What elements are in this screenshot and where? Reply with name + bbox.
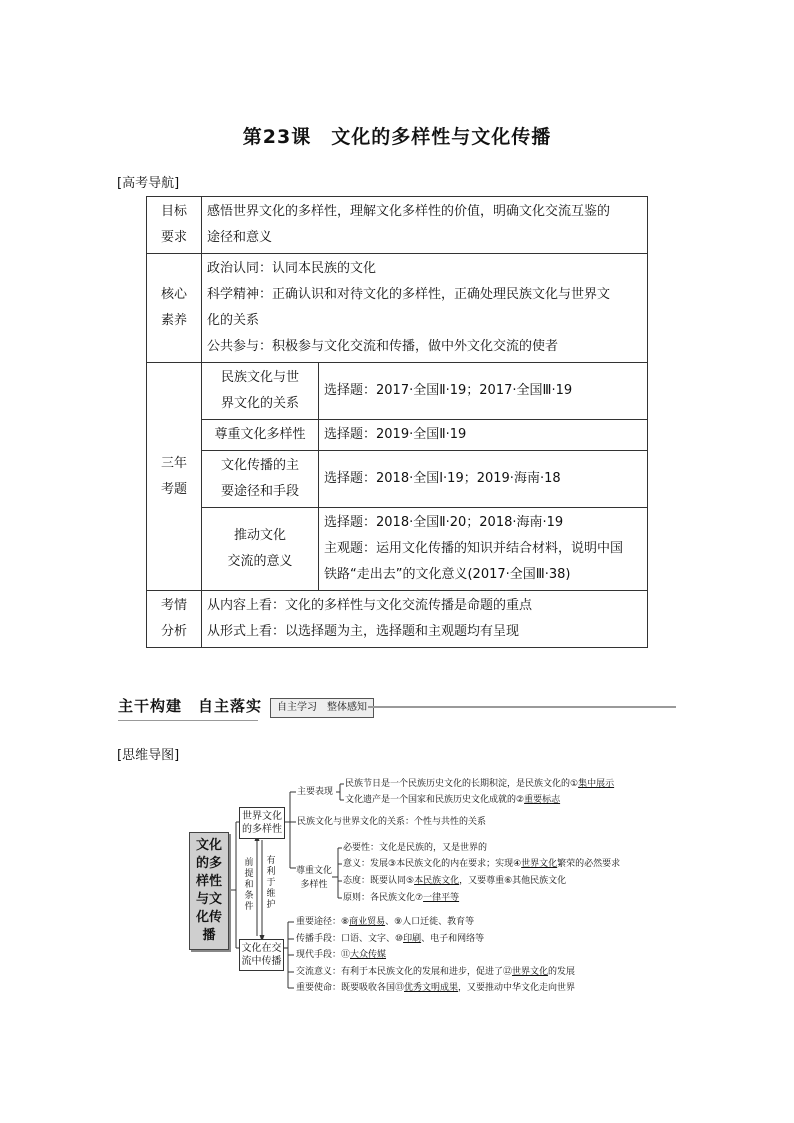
mindmap-item: 重要途径：⑧商业贸易、⑨人口迁徙、教育等 xyxy=(296,917,475,927)
analysis-head: 考情 分析 xyxy=(147,591,202,648)
mindmap-label: [思维导图] xyxy=(117,748,180,763)
mindmap-item: 原则：各民族文化⑦一律平等 xyxy=(343,893,460,903)
mindmap-root: 文化 的多 样性 与文 化传 播 xyxy=(189,832,229,950)
exam-detail: 选择题：2019·全国Ⅱ·19 xyxy=(319,420,648,451)
exam-topic: 民族文化与世 界文化的关系 xyxy=(202,363,319,420)
band-title: 主干构建 自主落实 xyxy=(118,697,263,715)
exam-detail: 选择题：2018·全国Ⅱ·20；2018·海南·19 主观题：运用文化传播的知识并结合材料，说明中国 铁路“走出去”的文化意义(2017·全国Ⅲ·38) xyxy=(319,508,648,591)
mindmap-item: 重要使命：既要吸收各国⑬优秀文明成果，又要推动中华文化走向世界 xyxy=(296,983,576,993)
literacy-head: 核心 素养 xyxy=(147,254,202,363)
arrow-label-precondition: 前 提 和 条 件 xyxy=(244,858,254,912)
main-expression-label: 主要表现 xyxy=(297,787,334,797)
branch-world-diversity: 世界文化 的多样性 xyxy=(239,807,285,839)
mindmap-item: 态度：既要认同⑤本民族文化，又要尊重⑥其他民族文化 xyxy=(343,876,567,886)
respect-diversity-label: 尊重文化 多样性 xyxy=(295,866,332,890)
exam-topic: 推动文化 交流的意义 xyxy=(202,508,319,591)
exam-detail: 选择题：2018·全国Ⅰ·19；2019·海南·18 xyxy=(319,451,648,508)
branch-culture-spread: 文化在交 流中传播 xyxy=(239,939,284,971)
guide-label: [高考导航] xyxy=(117,176,180,191)
goal-head: 目标 要求 xyxy=(147,197,202,254)
mindmap-item: 传播手段：口语、文字、⑩印刷、电子和网络等 xyxy=(296,934,485,944)
arrow-label-maintain: 有 利 于 维 护 xyxy=(266,856,276,910)
mindmap-item: 民族节日是一个民族历史文化的长期积淀，是民族文化的①集中展示 xyxy=(345,779,615,789)
exam-topic: 尊重文化多样性 xyxy=(202,420,319,451)
mindmap-item: 交流意义：有利于本民族文化的发展和进步，促进了⑫世界文化的发展 xyxy=(296,967,576,977)
mindmap-item: 必要性：文化是民族的，又是世界的 xyxy=(343,843,488,853)
exam-topic: 文化传播的主 要途径和手段 xyxy=(202,451,319,508)
three-year-head: 三年 考题 xyxy=(147,363,202,591)
mindmap-item: 现代手段：⑪大众传媒 xyxy=(296,950,387,960)
lesson-title: 第23课 文化的多样性与文化传播 xyxy=(242,126,552,148)
analysis-content: 从内容上看：文化的多样性与文化交流传播是命题的重点 从形式上看：以选择题为主，选择题和主观题均有呈现 xyxy=(202,591,648,648)
mindmap-relation: 民族文化与世界文化的关系：个性与共性的关系 xyxy=(297,817,487,827)
mindmap-item: 意义：发展③本民族文化的内在要求；实现④世界文化繁荣的必然要求 xyxy=(343,859,621,869)
band-tag: 自主学习 整体感知 xyxy=(270,698,374,718)
exam-detail: 选择题：2017·全国Ⅱ·19；2017·全国Ⅲ·19 xyxy=(319,363,648,420)
literacy-content: 政治认同：认同本民族的文化 科学精神：正确认识和对待文化的多样性，正确处理民族文化与世界文 化的关系 公共参与：积极参与文化交流和传播，做中外文化交流的使者 xyxy=(202,254,648,363)
mindmap-item: 文化遗产是一个国家和民族历史文化成就的②重要标志 xyxy=(345,795,561,805)
goal-content: 感悟世界文化的多样性，理解文化多样性的价值，明确文化交流互鉴的 途径和意义 xyxy=(202,197,648,254)
